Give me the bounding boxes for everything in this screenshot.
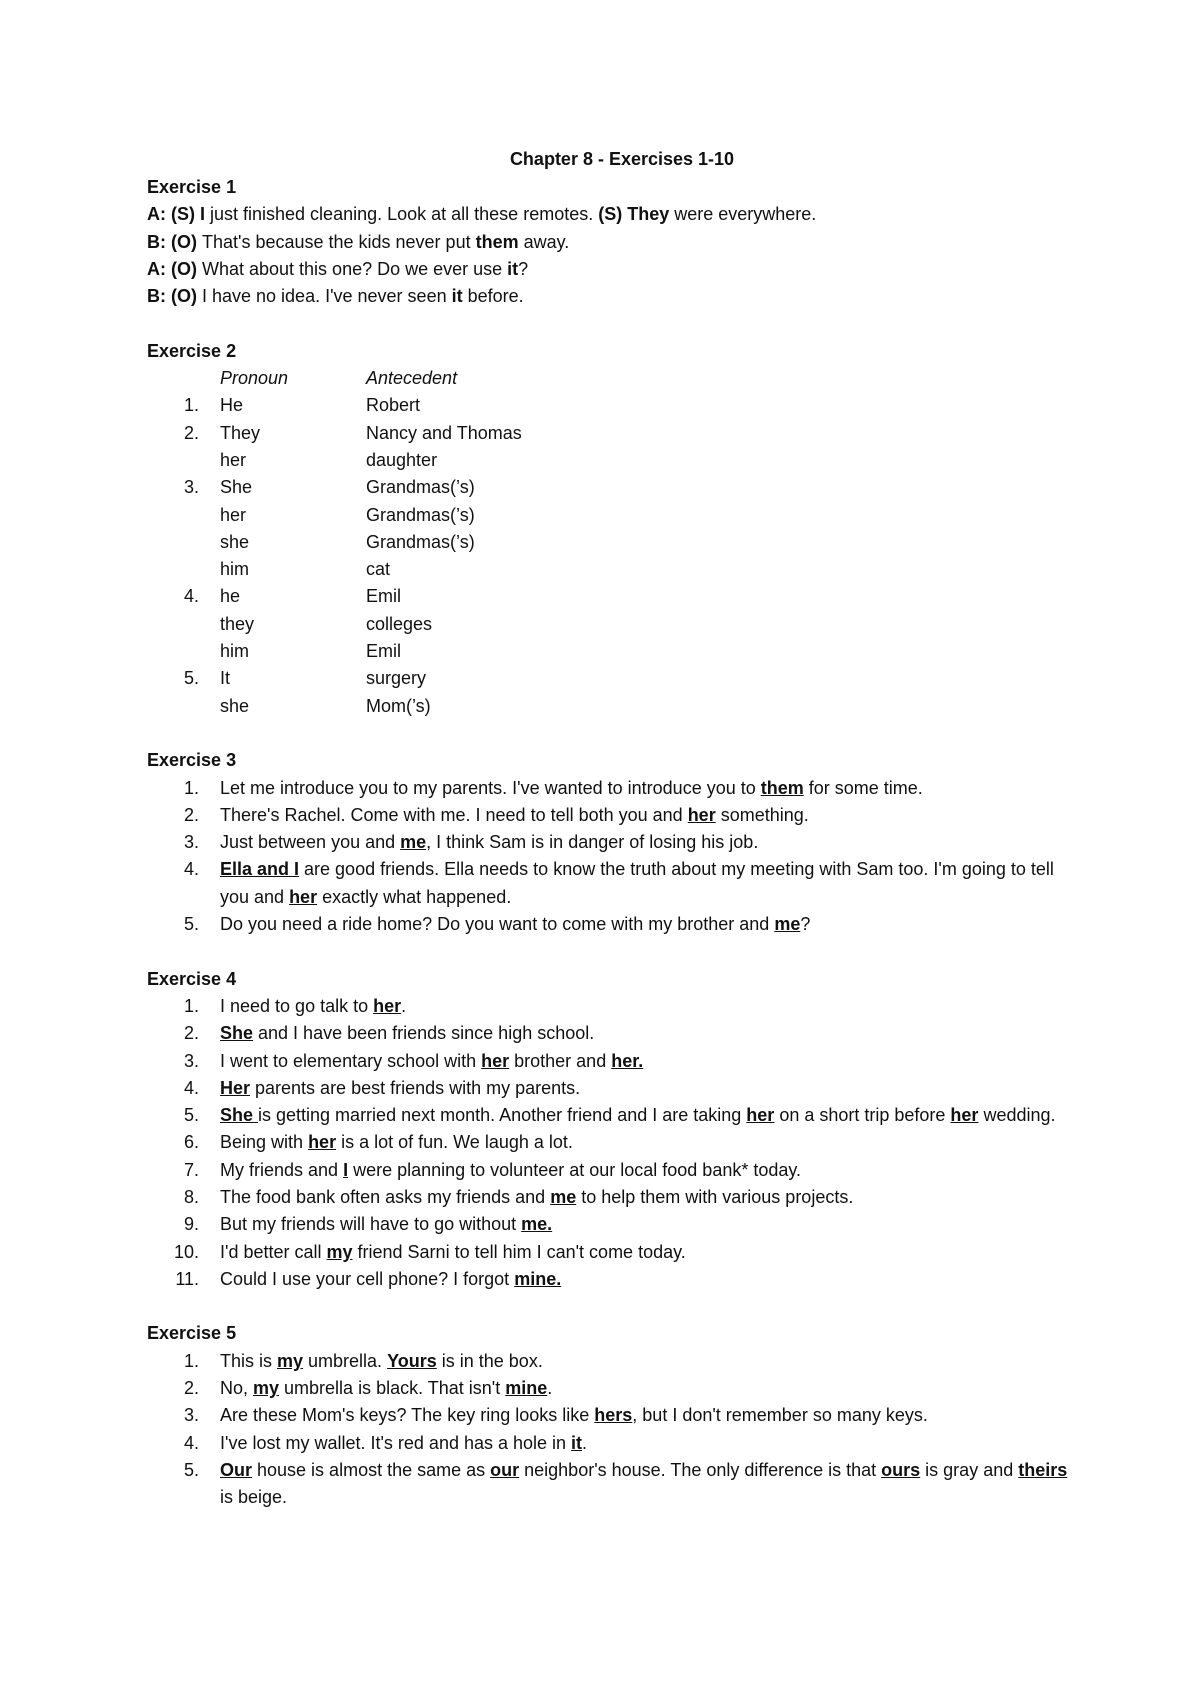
page-title: Chapter 8 - Exercises 1-10 <box>509 149 735 169</box>
answer-word: her <box>950 1105 979 1126</box>
antecedent-cell: Grandmas(’s) <box>366 531 475 552</box>
list-item <box>147 993 1077 1020</box>
sentence-text: I have no idea. I've never seen <box>201 286 452 307</box>
item-number: 3. <box>183 1050 199 1071</box>
pronoun-cell: They <box>220 422 261 443</box>
exercise-5-heading: Exercise 5 <box>147 1323 237 1344</box>
answer-word: her <box>746 1105 775 1126</box>
sentence-text: is beige. <box>220 1487 288 1508</box>
list-item <box>147 1020 1077 1047</box>
antecedent-cell: Grandmas(’s) <box>366 504 475 525</box>
list-item <box>147 1457 1077 1512</box>
pronoun-row <box>147 611 1077 638</box>
bold-text: B: (O) <box>147 286 202 307</box>
answer-word: her <box>308 1132 337 1153</box>
answer-word: She <box>220 1023 254 1044</box>
sentence-text: Could I use your cell phone? I forgot <box>220 1268 515 1289</box>
bold-text: A: (S) I <box>147 204 210 225</box>
sentence-text: parents are best friends with my parents. <box>250 1077 581 1098</box>
sentence-text: were planning to volunteer at our local food bank* today. <box>348 1159 802 1180</box>
antecedent-cell: Grandmas(’s) <box>366 477 475 498</box>
answer-word: mine <box>505 1378 548 1399</box>
answer-word: our <box>490 1459 520 1480</box>
dialogue-line <box>147 283 1077 310</box>
answer-word: mine. <box>514 1268 562 1289</box>
item-number: 1. <box>183 395 199 416</box>
item-number: 10. <box>173 1241 199 1262</box>
pronoun-cell: He <box>220 395 244 416</box>
pronoun-row <box>147 502 1077 529</box>
pronoun-cell: him <box>220 559 250 580</box>
antecedent-cell: Mom(’s) <box>366 695 431 716</box>
antecedent-cell: Emil <box>366 586 401 607</box>
sentence-text: But my friends will have to go without <box>220 1214 522 1235</box>
sentence-text: umbrella. <box>303 1350 388 1371</box>
sentence-text: , but I don't remember so many keys. <box>632 1405 928 1426</box>
sentence-text: friend Sarni to tell him I can't come today. <box>352 1241 686 1262</box>
item-number: 4. <box>183 1432 199 1453</box>
sentence-text: Do you need a ride home? Do you want to come with my brother and <box>220 914 775 935</box>
item-number: 1. <box>183 995 199 1016</box>
sentence-text: Being with <box>220 1132 309 1153</box>
item-number: 1. <box>183 777 199 798</box>
item-number: 11. <box>175 1268 199 1289</box>
list-item <box>147 1184 1077 1211</box>
pronoun-cell: she <box>220 531 250 552</box>
sentence-text: neighbor's house. The only difference is that <box>519 1459 882 1480</box>
sentence-text: What about this one? Do we ever use <box>201 258 508 279</box>
bold-text: it <box>451 286 463 307</box>
answer-word: me. <box>521 1214 553 1235</box>
pronoun-row <box>147 638 1077 665</box>
pronoun-cell: she <box>220 695 250 716</box>
exercise-4 <box>147 966 1077 1294</box>
antecedent-cell: cat <box>366 559 391 580</box>
item-number: 4. <box>183 586 199 607</box>
exercise-2-rows <box>147 392 1077 720</box>
antecedent-cell: colleges <box>366 613 433 634</box>
list-item <box>147 1375 1077 1402</box>
sentence-text: I went to elementary school with <box>220 1050 482 1071</box>
answer-word: her <box>289 886 318 907</box>
item-number: 2. <box>183 804 199 825</box>
list-item <box>147 1102 1077 1129</box>
item-number: 2. <box>183 1378 199 1399</box>
answer-word: Yours <box>387 1350 437 1371</box>
pronoun-row <box>147 556 1077 583</box>
pronoun-cell: It <box>220 668 231 689</box>
list-item <box>147 1075 1077 1102</box>
bold-text: B: (O) <box>147 231 202 252</box>
item-number: 8. <box>183 1186 199 1207</box>
dialogue-line <box>147 229 1077 256</box>
sentence-text: Are these Mom's keys? The key ring looks like <box>220 1405 595 1426</box>
column-header-pronoun: Pronoun <box>220 368 289 389</box>
answer-word: Our <box>220 1459 253 1480</box>
sentence-text: and I have been friends since high school. <box>253 1023 595 1044</box>
exercise-1-heading: Exercise 1 <box>147 177 237 197</box>
list-item <box>147 1129 1077 1156</box>
answer-word: hers <box>594 1405 633 1426</box>
answer-word: Ella and I <box>220 859 300 880</box>
item-number: 9. <box>183 1214 199 1235</box>
pronoun-cell: they <box>220 613 255 634</box>
exercise-1 <box>147 174 1077 310</box>
answer-word: me <box>774 914 801 935</box>
pronoun-row <box>147 474 1077 501</box>
antecedent-cell: Emil <box>366 641 401 662</box>
answer-word: She <box>220 1105 259 1126</box>
sentence-text: Let me introduce you to my parents. I've wanted to introduce you to <box>220 777 761 798</box>
list-item <box>147 775 1077 802</box>
sentence-text: is gray and <box>920 1459 1019 1480</box>
item-number: 4. <box>183 859 199 880</box>
list-item <box>147 1239 1077 1266</box>
item-number: 2. <box>183 1023 199 1044</box>
answer-word: I <box>343 1159 349 1180</box>
answer-word: my <box>277 1350 304 1371</box>
answer-word: ours <box>881 1459 921 1480</box>
answer-word: theirs <box>1018 1459 1068 1480</box>
sentence-text: . <box>547 1378 553 1399</box>
bold-text: A: (O) <box>147 258 202 279</box>
list-item <box>147 856 1077 911</box>
answer-word: her <box>373 995 402 1016</box>
sentence-text: I'd better call <box>220 1241 327 1262</box>
pronoun-cell: She <box>220 477 253 498</box>
sentence-text: . <box>582 1432 588 1453</box>
bold-text: (S) They <box>598 204 670 225</box>
sentence-text: . <box>401 995 407 1016</box>
sentence-text: before. <box>462 286 524 307</box>
sentence-text: wedding. <box>978 1105 1056 1126</box>
pronoun-cell: he <box>220 586 241 607</box>
sentence-text: ? <box>800 914 811 935</box>
sentence-text: There's Rachel. Come with me. I need to tell both you and <box>220 804 688 825</box>
item-number: 2. <box>183 422 199 443</box>
list-item <box>147 1402 1077 1429</box>
exercise-5-list <box>147 1348 1077 1512</box>
sentence-text: My friends and <box>220 1159 344 1180</box>
pronoun-row <box>147 693 1077 720</box>
pronoun-row <box>147 447 1077 474</box>
item-number: 5. <box>183 1105 199 1126</box>
exercise-3-list <box>147 775 1077 939</box>
dialogue-line <box>147 201 1077 228</box>
answer-word: them <box>760 777 804 798</box>
answer-word: my <box>326 1241 353 1262</box>
pronoun-row <box>147 420 1077 447</box>
sentence-text: I need to go talk to <box>220 995 374 1016</box>
exercise-4-heading: Exercise 4 <box>147 968 237 989</box>
dialogue-line <box>147 256 1077 283</box>
sentence-text: were everywhere. <box>669 204 817 225</box>
answer-word: me <box>400 832 427 853</box>
sentence-text: is in the box. <box>436 1350 543 1371</box>
exercise-1-lines <box>147 201 1077 310</box>
sentence-text: just finished cleaning. Look at all these remotes. <box>210 204 599 225</box>
sentence-text: umbrella is black. That isn't <box>279 1378 506 1399</box>
sentence-text: house is almost the same as <box>252 1459 491 1480</box>
item-number: 1. <box>183 1350 199 1371</box>
exercise-3-heading: Exercise 3 <box>147 750 237 771</box>
pronoun-row <box>147 529 1077 556</box>
exercise-4-list <box>147 993 1077 1293</box>
pronoun-cell: her <box>220 449 247 470</box>
list-item <box>147 911 1077 938</box>
answer-word: her <box>481 1050 510 1071</box>
pronoun-row <box>147 583 1077 610</box>
sentence-text: ? <box>518 258 529 279</box>
sentence-text: This is <box>220 1350 278 1371</box>
sentence-text: , I think Sam is in danger of losing his job. <box>426 832 759 853</box>
list-item <box>147 1348 1077 1375</box>
sentence-text: That's because the kids never put <box>201 231 476 252</box>
sentence-text: is a lot of fun. We laugh a lot. <box>336 1132 573 1153</box>
sentence-text: for some time. <box>803 777 923 798</box>
sentence-text: exactly what happened. <box>317 886 512 907</box>
item-number: 3. <box>183 477 199 498</box>
antecedent-cell: daughter <box>366 449 438 470</box>
item-number: 3. <box>183 832 199 853</box>
answer-word: Her <box>220 1077 251 1098</box>
sentence-text: are good friends. Ella needs to know the truth about my meeting with Sam too. I'm going to tell you and <box>220 859 1054 907</box>
antecedent-cell: Nancy and Thomas <box>366 422 522 443</box>
sentence-text: Just between you and <box>220 832 401 853</box>
list-item <box>147 1048 1077 1075</box>
document-page <box>147 146 1077 1512</box>
exercise-5 <box>147 1320 1077 1511</box>
list-item <box>147 829 1077 856</box>
answer-word: it <box>571 1432 583 1453</box>
exercise-2 <box>147 338 1077 720</box>
sentence-text: away. <box>518 231 570 252</box>
sentence-text: No, <box>220 1378 254 1399</box>
column-header-antecedent: Antecedent <box>366 368 458 389</box>
item-number: 7. <box>183 1159 199 1180</box>
list-item <box>147 1430 1077 1457</box>
item-number: 6. <box>183 1132 199 1153</box>
pronoun-cell: her <box>220 504 247 525</box>
item-number: 5. <box>183 914 199 935</box>
answer-word: me <box>550 1186 577 1207</box>
antecedent-cell: surgery <box>366 668 427 689</box>
answer-word: my <box>253 1378 280 1399</box>
sentence-text: to help them with various projects. <box>576 1186 854 1207</box>
list-item <box>147 1157 1077 1184</box>
sentence-text: something. <box>715 804 809 825</box>
exercise-2-heading: Exercise 2 <box>147 340 237 361</box>
item-number: 3. <box>183 1405 199 1426</box>
list-item <box>147 1211 1077 1238</box>
exercise-2-column-headers <box>147 365 1077 392</box>
item-number: 4. <box>183 1077 199 1098</box>
pronoun-cell: him <box>220 641 250 662</box>
item-number: 5. <box>183 668 199 689</box>
sentence-text: is getting married next month. Another friend and I are taking <box>258 1105 747 1126</box>
sentence-text: on a short trip before <box>774 1105 951 1126</box>
pronoun-row <box>147 392 1077 419</box>
pronoun-row <box>147 665 1077 692</box>
bold-text: it <box>507 258 519 279</box>
list-item <box>147 802 1077 829</box>
item-number: 5. <box>183 1459 199 1480</box>
list-item <box>147 1266 1077 1293</box>
answer-word: her. <box>611 1050 644 1071</box>
sentence-text: brother and <box>509 1050 612 1071</box>
bold-text: them <box>475 231 519 252</box>
exercise-3 <box>147 747 1077 938</box>
answer-word: her <box>687 804 716 825</box>
sentence-text: I've lost my wallet. It's red and has a hole in <box>220 1432 572 1453</box>
sentence-text: The food bank often asks my friends and <box>220 1186 551 1207</box>
antecedent-cell: Robert <box>366 395 421 416</box>
